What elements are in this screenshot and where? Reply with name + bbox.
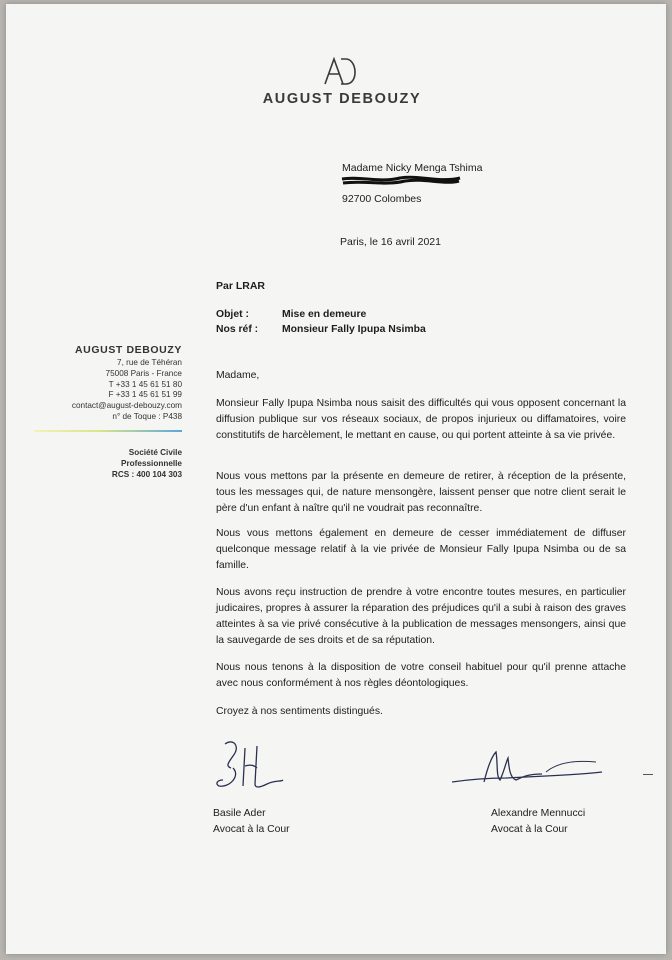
body-paragraph-3: Nous vous mettons également en demeure de cesser immédiatement de diffuser quelconque message relatif à la vie privée de Monsieur Fally Ipupa Nsimba ou de sa famille. bbox=[216, 528, 626, 571]
ref-value: Monsieur Fally Ipupa Nsimba bbox=[282, 324, 426, 335]
signatory-2-name: Alexandre Mennucci bbox=[491, 808, 586, 819]
sidebar-toque: n° de Toque : P438 bbox=[112, 411, 182, 421]
signatory-2-title: Avocat à la Cour bbox=[491, 824, 568, 835]
sidebar-rcs: RCS : 400 104 303 bbox=[111, 469, 182, 479]
recipient-name: Madame Nicky Menga Tshima bbox=[342, 162, 483, 174]
closing-formula: Croyez à nos sentiments distingués. bbox=[216, 706, 383, 717]
sidebar-accent-line bbox=[34, 430, 182, 432]
sidebar-firm-name: AUGUST DEBOUZY bbox=[75, 344, 182, 356]
letter-page bbox=[6, 4, 666, 954]
body-paragraph-4: Nous avons reçu instruction de prendre à votre encontre toutes mesures, en particulier judicaires, propres à assurer la réparation des préjudices qu'il a subi à raison des graves atteintes à sa vie privé consécutive à la publication de messages mensongers, ainsi que la sauvegarde de ses droits et de sa réputation. bbox=[216, 587, 626, 646]
body-paragraph-5: Nous nous tenons à la disposition de votre conseil habituel pour qu'il prenne attache avec nous conformément à nos règles déontologiques. bbox=[216, 662, 626, 689]
body-paragraph-2: Nous vous mettons par la présente en demeure de retirer, à réception de la présente, tous les messages qui, de nature mensongère, laissent penser que notre client serait le père d'un enfant à naître qu'il ne voudrait pas reconnaître. bbox=[216, 471, 626, 514]
august-debouzy-logo bbox=[322, 56, 362, 86]
objet-value: Mise en demeure bbox=[282, 309, 367, 320]
margin-dash bbox=[643, 774, 653, 775]
sidebar-legal-line: Société Civile bbox=[128, 448, 182, 457]
signatory-1 bbox=[213, 806, 290, 838]
signatory-2 bbox=[491, 806, 585, 838]
delivery-method: Par LRAR bbox=[216, 280, 266, 292]
sidebar-address bbox=[26, 358, 182, 423]
sidebar-phone: T +33 1 45 61 51 80 bbox=[108, 379, 182, 389]
firm-name-header: AUGUST DEBOUZY bbox=[262, 91, 422, 107]
salutation: Madame, bbox=[216, 370, 260, 381]
ref-label: Nos réf : bbox=[216, 324, 259, 335]
signature-basile-ader bbox=[211, 736, 286, 796]
sidebar-legal bbox=[26, 448, 182, 480]
objet-label: Objet : bbox=[216, 309, 249, 320]
sidebar-fax: F +33 1 45 61 51 99 bbox=[108, 390, 182, 400]
sidebar-address-line: 75008 Paris - France bbox=[105, 368, 182, 378]
body-paragraph-1: Monsieur Fally Ipupa Nsimba nous saisit des difficultés qui vous opposent concernant la diffusion publique sur vos réseaux sociaux, de propos injurieux ou diffamatoires, voire constitutifs de harcèlement, le mettant en cause, ou qui portent atteinte à sa vie privée. bbox=[216, 398, 626, 441]
sidebar-email: contact@august-debouzy.com bbox=[71, 401, 182, 411]
sidebar-legal-line: Professionnelle bbox=[121, 458, 182, 468]
signatory-1-title: Avocat à la Cour bbox=[213, 824, 290, 835]
signature-alexandre-mennucci bbox=[446, 742, 606, 792]
sidebar-address-line: 7, rue de Téhéran bbox=[117, 358, 182, 367]
recipient-city: 92700 Colombes bbox=[342, 193, 422, 205]
signatory-1-name: Basile Ader bbox=[213, 808, 266, 819]
redaction-scribble bbox=[340, 175, 462, 187]
date-line: Paris, le 16 avril 2021 bbox=[340, 236, 441, 248]
